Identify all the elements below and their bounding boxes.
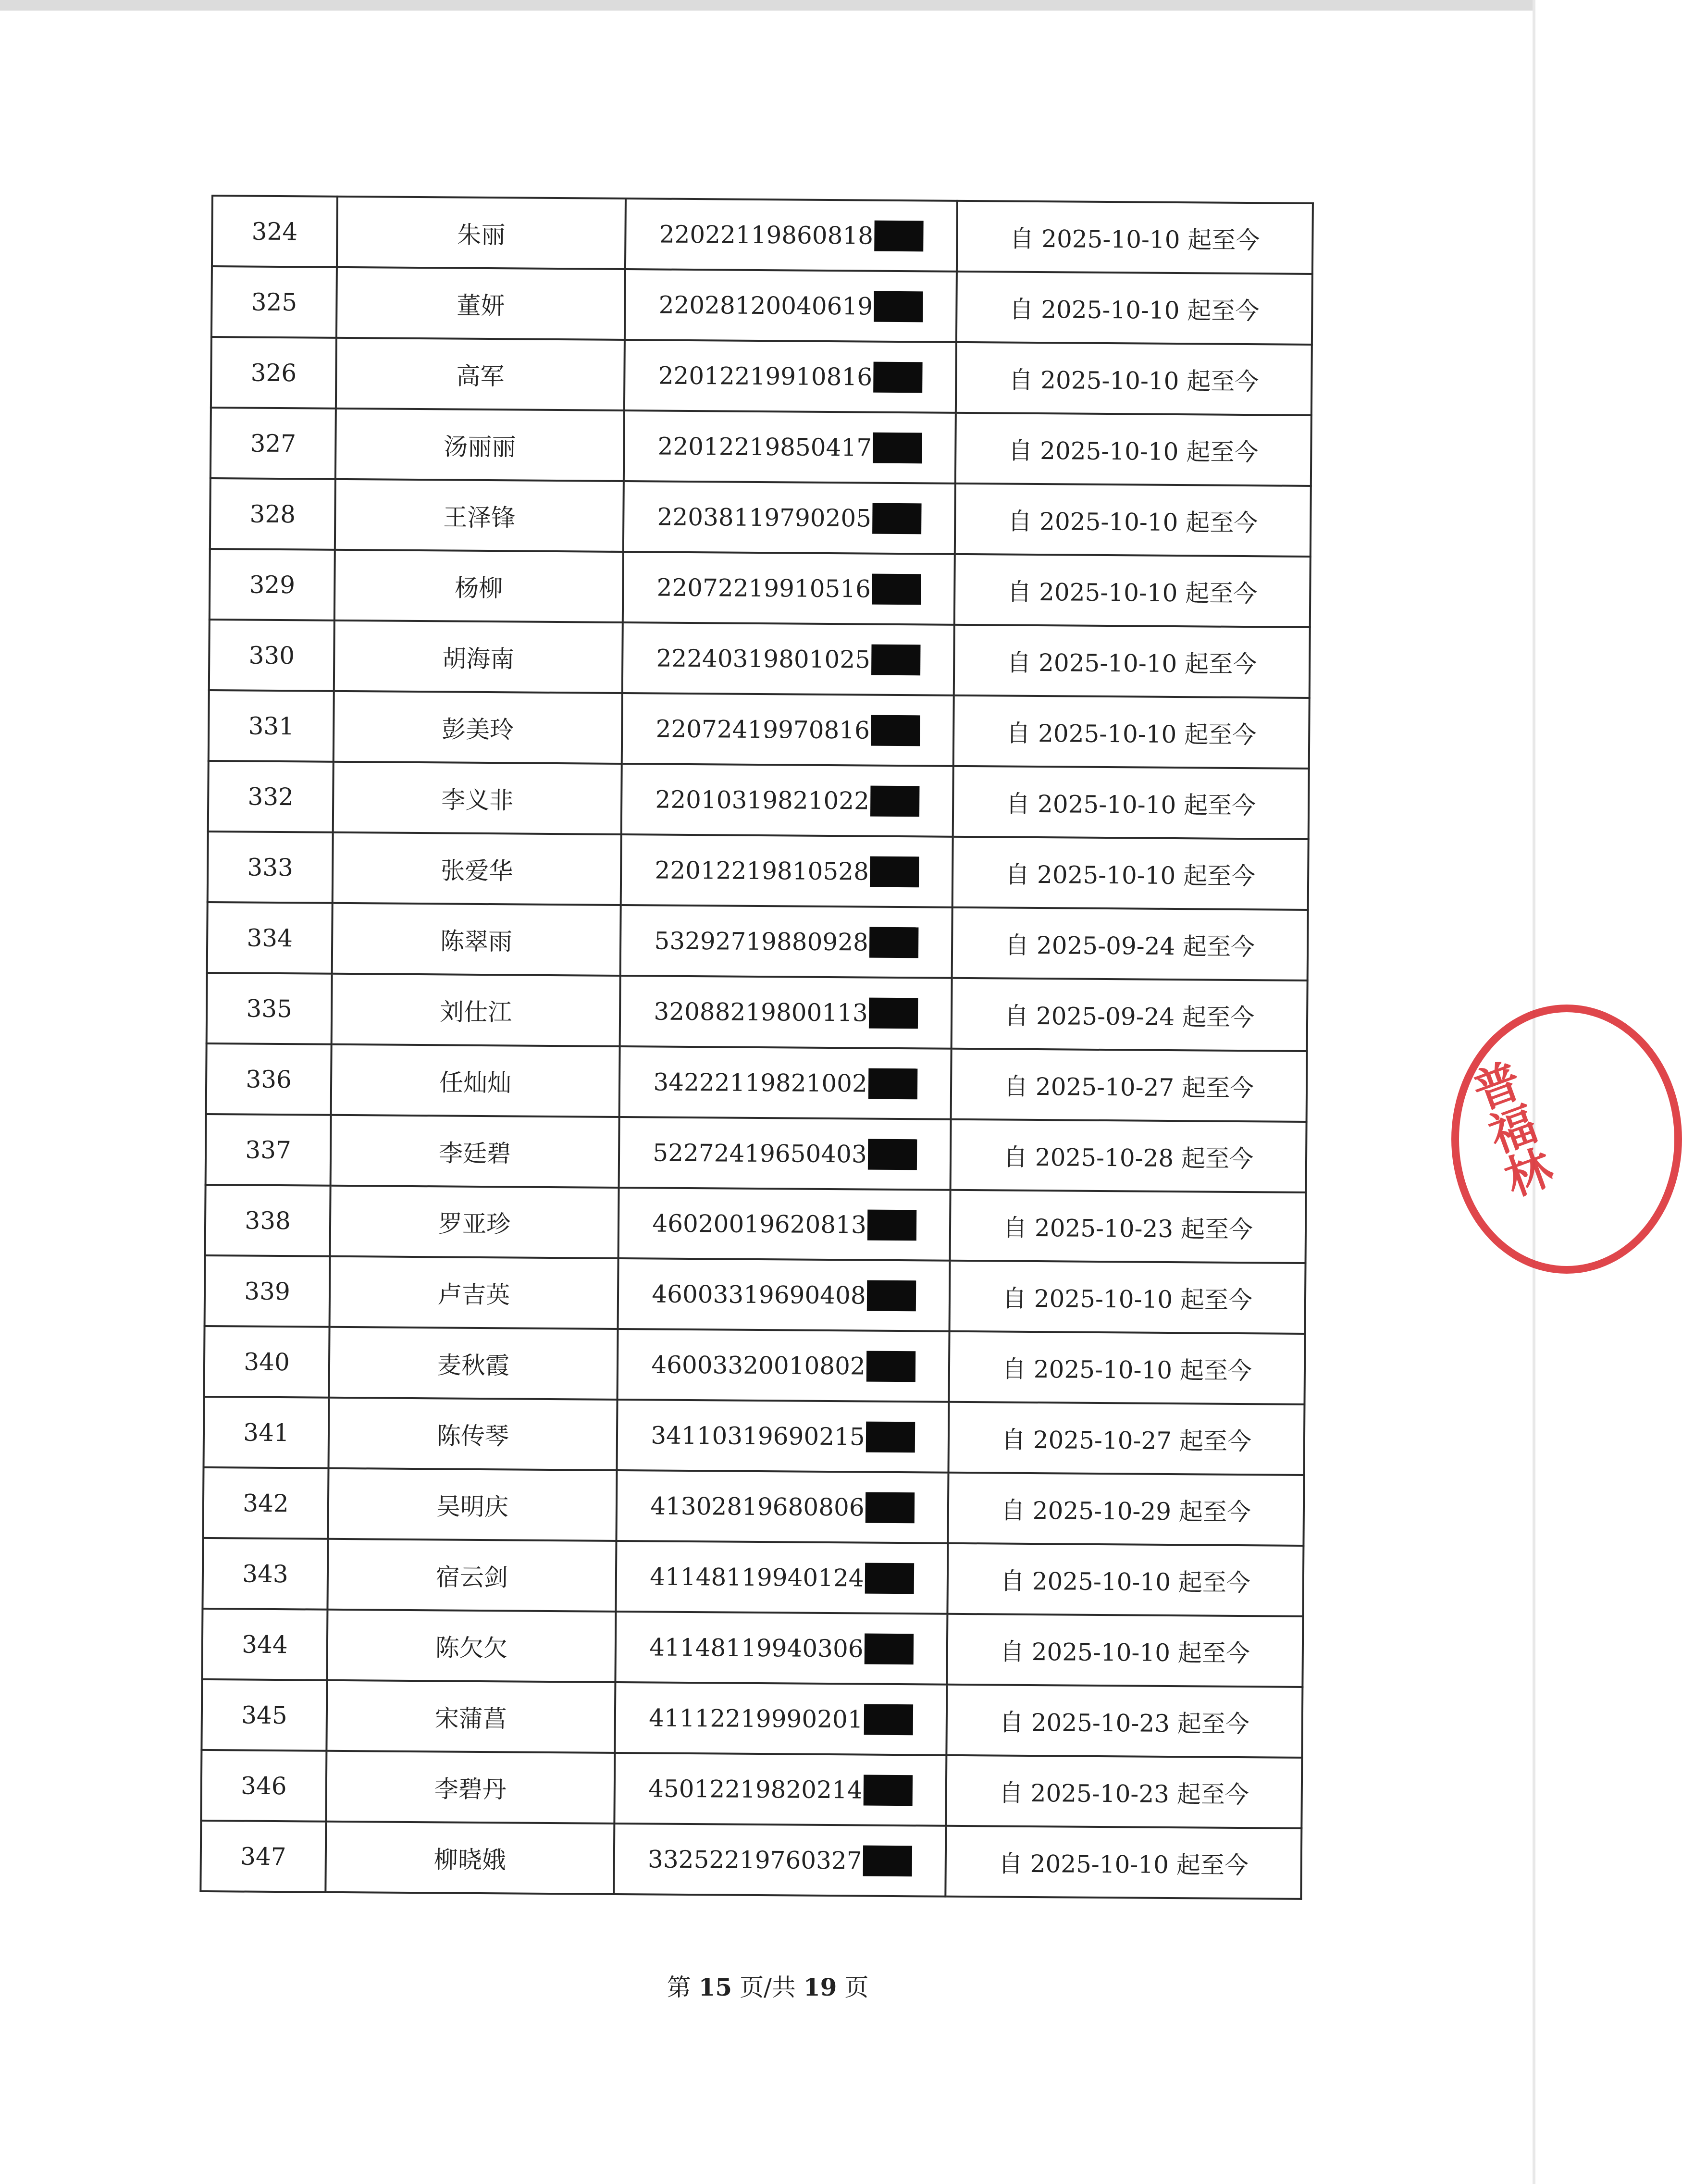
row-number: 347 <box>200 1821 326 1892</box>
id-number: 45012219820214 <box>648 1774 863 1804</box>
row-number: 329 <box>210 549 335 620</box>
start-date: 自 2025-10-10 起至今 <box>955 413 1311 486</box>
table-row <box>208 831 1309 910</box>
person-name: 汤丽丽 <box>335 409 624 481</box>
person-name: 李义非 <box>333 762 622 834</box>
redaction-block <box>864 1633 913 1664</box>
table-row <box>210 549 1311 627</box>
row-number: 334 <box>207 902 333 974</box>
row-number: 343 <box>202 1538 328 1610</box>
redaction-block <box>864 1704 913 1735</box>
id-number-cell <box>619 1046 952 1119</box>
redaction-block <box>866 1421 915 1452</box>
table-row <box>204 1326 1305 1404</box>
footer-middle: 页/共 <box>740 1973 796 2001</box>
id-number-cell <box>622 693 954 766</box>
id-number: 41148119940306 <box>649 1633 864 1663</box>
redaction-block <box>868 1068 917 1099</box>
id-number: 22012219910816 <box>658 361 873 391</box>
page-number-footer <box>0 1968 1535 2003</box>
row-number: 333 <box>208 831 333 903</box>
person-name: 陈翠雨 <box>332 903 621 976</box>
id-number-cell <box>619 1117 951 1190</box>
id-number-cell <box>615 1612 947 1685</box>
start-date: 自 2025-10-10 起至今 <box>952 837 1309 910</box>
person-name: 王泽锋 <box>335 479 624 552</box>
id-number-cell <box>624 340 956 413</box>
person-name: 任灿灿 <box>331 1044 620 1117</box>
current-page-number: 15 <box>698 1973 732 2001</box>
id-number: 41302819680806 <box>650 1491 865 1522</box>
redaction-block <box>865 1492 914 1523</box>
person-name: 杨柳 <box>334 550 623 622</box>
row-number: 344 <box>202 1609 327 1680</box>
redaction-block <box>871 644 920 675</box>
start-date: 自 2025-10-23 起至今 <box>946 1685 1302 1758</box>
redaction-block <box>867 1209 916 1241</box>
id-number: 22072419970816 <box>655 714 870 745</box>
footer-prefix: 第 <box>667 1973 691 2001</box>
redaction-block <box>866 1351 915 1382</box>
table-row <box>202 1538 1303 1616</box>
redaction-block <box>870 785 919 817</box>
row-number: 328 <box>210 478 335 550</box>
person-name: 朱丽 <box>337 197 626 269</box>
redaction-block <box>873 432 922 463</box>
id-number-cell <box>625 269 957 342</box>
table-row <box>212 196 1313 274</box>
start-date: 自 2025-10-23 起至今 <box>950 1190 1306 1263</box>
id-number: 22240319801025 <box>656 644 871 674</box>
id-number-cell <box>620 976 952 1049</box>
redaction-block <box>874 220 923 251</box>
id-number: 46020019620813 <box>652 1209 866 1239</box>
person-name: 罗亚珍 <box>330 1186 619 1258</box>
person-name: 宋蒲菖 <box>326 1680 615 1753</box>
person-name: 张爱华 <box>333 832 621 905</box>
table-row <box>200 1821 1301 1899</box>
id-number: 52272419650403 <box>653 1138 867 1168</box>
start-date: 自 2025-10-10 起至今 <box>949 1331 1305 1404</box>
row-number: 340 <box>204 1326 330 1398</box>
start-date: 自 2025-10-10 起至今 <box>956 342 1312 415</box>
id-number: 41112219990201 <box>649 1703 863 1734</box>
start-date: 自 2025-10-10 起至今 <box>950 1261 1306 1334</box>
start-date: 自 2025-10-10 起至今 <box>957 201 1313 274</box>
start-date: 自 2025-10-10 起至今 <box>953 766 1309 839</box>
start-date: 自 2025-10-10 起至今 <box>954 625 1310 698</box>
start-date: 自 2025-09-24 起至今 <box>952 978 1308 1051</box>
id-number: 33252219760327 <box>647 1845 862 1875</box>
id-number-cell <box>616 1541 948 1614</box>
redaction-block <box>873 361 922 393</box>
id-number: 34110319690215 <box>651 1421 865 1451</box>
start-date: 自 2025-10-29 起至今 <box>948 1473 1304 1546</box>
id-number: 46003320010802 <box>651 1350 866 1380</box>
row-number: 330 <box>209 620 334 691</box>
table-row <box>209 690 1310 769</box>
person-name: 陈传琴 <box>329 1398 618 1470</box>
row-number: 345 <box>201 1679 327 1751</box>
person-name: 胡海南 <box>334 620 623 693</box>
table-row <box>205 1185 1306 1263</box>
id-number-cell <box>623 552 955 625</box>
official-seal-text: 普福林 <box>1460 1055 1558 1204</box>
start-date: 自 2025-10-27 起至今 <box>948 1402 1304 1475</box>
row-number: 331 <box>209 690 334 762</box>
redaction-block <box>867 1280 916 1311</box>
table-row <box>211 337 1312 415</box>
start-date: 自 2025-10-10 起至今 <box>956 272 1312 345</box>
start-date: 自 2025-10-10 起至今 <box>945 1826 1301 1899</box>
table-row <box>211 266 1312 345</box>
person-name: 陈欠欠 <box>327 1610 616 1682</box>
total-page-number: 19 <box>803 1973 837 2001</box>
redaction-block <box>863 1845 912 1876</box>
id-number-cell <box>616 1470 948 1543</box>
id-number-cell <box>620 905 952 978</box>
row-number: 342 <box>203 1467 328 1539</box>
redaction-block <box>870 856 919 887</box>
id-number: 53292719880928 <box>654 926 869 956</box>
id-number-cell <box>623 481 955 554</box>
id-number: 22010319821022 <box>655 785 870 815</box>
table-row <box>207 902 1308 980</box>
redaction-block <box>871 715 920 746</box>
row-number: 324 <box>212 196 337 267</box>
redaction-block <box>874 291 923 322</box>
redaction-block <box>869 927 918 958</box>
start-date: 自 2025-10-10 起至今 <box>947 1614 1303 1687</box>
id-number: 22012219850417 <box>657 432 872 462</box>
table-row <box>201 1679 1302 1758</box>
id-number-cell <box>625 199 957 272</box>
id-number-cell <box>614 1753 946 1826</box>
start-date: 自 2025-10-10 起至今 <box>954 554 1311 627</box>
table-row <box>210 408 1311 486</box>
table-row <box>201 1750 1302 1828</box>
redaction-block <box>868 1139 917 1170</box>
start-date: 自 2025-10-10 起至今 <box>953 695 1310 769</box>
start-date: 自 2025-10-10 起至今 <box>955 484 1311 557</box>
row-number: 335 <box>207 973 332 1044</box>
id-number-cell <box>621 764 953 837</box>
id-number-cell <box>621 834 953 907</box>
table-row <box>210 478 1311 557</box>
row-number: 332 <box>208 761 334 832</box>
table-row <box>206 1114 1307 1192</box>
id-number: 22072219910516 <box>656 573 871 603</box>
id-number: 41148119940124 <box>650 1562 864 1592</box>
person-name: 麦秋霞 <box>329 1327 618 1400</box>
person-name: 李廷碧 <box>331 1115 619 1188</box>
row-number: 346 <box>201 1750 326 1822</box>
row-number: 326 <box>211 337 336 409</box>
person-name: 彭美玲 <box>334 691 622 764</box>
table-row <box>206 1043 1307 1122</box>
footer-suffix: 页 <box>844 1973 869 2001</box>
id-number-cell <box>622 622 954 695</box>
start-date: 自 2025-10-10 起至今 <box>947 1543 1303 1616</box>
row-number: 337 <box>206 1114 331 1186</box>
row-number: 327 <box>210 408 336 479</box>
id-number: 34222119821002 <box>653 1067 868 1098</box>
person-name: 李碧丹 <box>326 1751 615 1824</box>
scan-top-edge <box>0 0 1535 11</box>
id-number: 22028120040619 <box>658 291 873 321</box>
redaction-block <box>872 503 921 534</box>
redaction-block <box>869 997 918 1029</box>
row-number: 338 <box>205 1185 331 1256</box>
table-row <box>209 620 1310 698</box>
person-name: 高军 <box>336 338 625 410</box>
redaction-block <box>863 1774 912 1806</box>
person-name: 吴明庆 <box>328 1468 617 1541</box>
person-name: 董妍 <box>336 267 625 340</box>
id-number: 32088219800113 <box>654 997 868 1027</box>
row-number: 339 <box>205 1255 330 1327</box>
redaction-block <box>872 573 921 605</box>
table-row <box>208 761 1309 839</box>
start-date: 自 2025-09-24 起至今 <box>952 907 1308 980</box>
id-number: 22022119860818 <box>659 220 874 250</box>
table-row <box>202 1609 1303 1687</box>
row-number: 325 <box>211 266 337 338</box>
id-number-cell <box>624 410 956 484</box>
row-number: 336 <box>206 1043 332 1115</box>
person-name: 柳晓娥 <box>325 1822 614 1894</box>
start-date: 自 2025-10-23 起至今 <box>946 1755 1302 1828</box>
table-row <box>207 973 1308 1051</box>
person-name: 卢吉英 <box>330 1256 618 1329</box>
start-date: 自 2025-10-27 起至今 <box>951 1049 1307 1122</box>
id-number: 22038119790205 <box>657 502 872 533</box>
id-number-cell <box>618 1258 950 1331</box>
id-number-cell <box>618 1188 951 1261</box>
table-row <box>204 1397 1305 1475</box>
id-number: 22012219810528 <box>655 856 869 886</box>
row-number: 341 <box>204 1397 329 1468</box>
table-row <box>203 1467 1304 1546</box>
id-number-cell <box>615 1682 947 1755</box>
person-name: 刘仕江 <box>332 974 620 1046</box>
id-number: 46003319690408 <box>652 1279 866 1310</box>
id-number-cell <box>617 1400 949 1473</box>
id-number-cell <box>614 1824 946 1897</box>
start-date: 自 2025-10-28 起至今 <box>951 1119 1307 1192</box>
table-row <box>205 1255 1306 1334</box>
staff-table <box>199 195 1314 1900</box>
redaction-block <box>865 1563 914 1594</box>
person-name: 宿云剑 <box>327 1539 616 1612</box>
id-number-cell <box>618 1329 950 1402</box>
